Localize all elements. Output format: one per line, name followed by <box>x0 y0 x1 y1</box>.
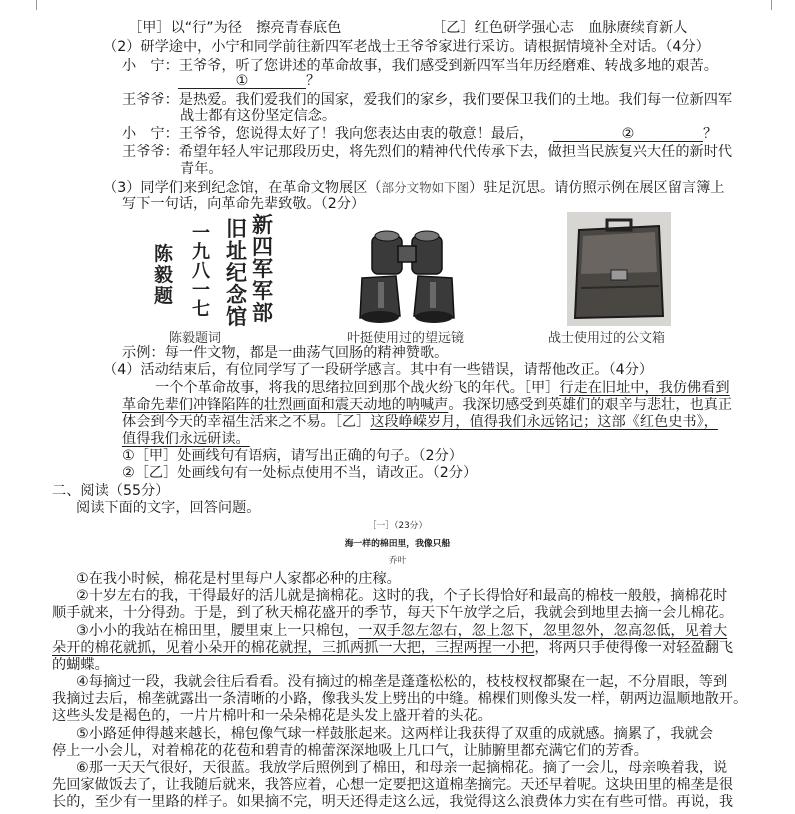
question-mark: ？ <box>306 73 321 89</box>
q4-underlined-yi: 这段峥嵘岁月，值得我们永远铭记；这部《红色史书》， <box>370 414 718 430</box>
para3-underlined-cont: 朵开的棉花就抓，见着小朵开的棉花就捏，三抓两抓一大把，三捏两捏一小把 <box>52 640 535 656</box>
answer-blank-2[interactable] <box>553 126 717 143</box>
q4-subquestion-2: ②［乙］处画线句有一处标点使用不当，请改正。（2分） <box>122 465 478 481</box>
topic-option-yi: ［乙］红色研学强心志 血脉赓续育新人 <box>432 20 688 36</box>
para3-text: ③小小的我站在棉田里，腰里束上一只棉包， <box>76 623 359 639</box>
q4-passage-line4 <box>122 431 250 448</box>
question-2-stem: （2）研学途中，小宁和同学前往新四军老战士王爷爷家进行采访。请根据情境补全对话。（4分） <box>103 39 710 55</box>
reading-para-2-line2: 顺手就来，十分得劲。于是，到了秋天棉花盛开的季节，每天下午放学之后，我就会到地里去摘一会儿棉花。 <box>52 605 734 621</box>
q4-text: 。我深切感受到英雄们的艰辛与悲壮，也真正 <box>448 397 733 413</box>
q4-passage-line1 <box>155 380 730 397</box>
calligraphy-column-1: 新 四 军 军 部 <box>252 212 273 325</box>
reading-para-3-line3: 的蝴蝶。 <box>52 657 109 673</box>
question-3-stem-line2: 写下一句话，向革命先辈致敬。（2分） <box>122 196 366 212</box>
answer-blank-1[interactable] <box>178 73 320 90</box>
q4-subquestion-1: ①［甲］处画线句有语病，请写出正确的句子。（2分） <box>122 448 463 464</box>
q4-underlined-yi-cont: 值得我们永远研读。 <box>122 431 250 447</box>
binoculars-image <box>352 218 462 326</box>
caption-document-case: 战士使用过的公文箱 <box>548 331 666 346</box>
reading-para-2-line1: ②十岁左右的我，干得最好的活儿就是摘棉花。这时的我，个子长得恰好和最高的棉枝一般般，摘棉花时 <box>76 588 728 604</box>
caption-calligraphy: 陈毅题词 <box>169 331 222 346</box>
reading-para-6-line3: 长的，至少有一里路的样子。如果摘不完，明天还得走这么远，我觉得这么浪费体力实在有些可惜。再说，我 <box>52 794 734 810</box>
reading-para-4-line1: ④每摘过一段，我就会往后看看。没有摘过的棉垄是蓬蓬松松的，枝枝杈杈都聚在一起，不分眉眼，等到 <box>76 674 728 690</box>
q3-stem-c: ）驻足沉思。请仿照示例在展区留言簿上 <box>469 180 725 196</box>
dialogue-wang-2: 王爷爷：希望年轻人牢记那段历史，将先烈们的精神代代传承下去，做担当民族复兴大任的新时代 <box>122 144 733 160</box>
q4-text: 一个个革命故事，将我的思绪拉回到那个战火纷飞的年代。［甲］ <box>155 380 560 396</box>
reading-author: 乔叶 <box>388 556 407 566</box>
q3-stem-figure-note: 部分文物如下图 <box>381 180 470 195</box>
q4-text: 体会到今天的幸福生活来之不易。［乙］ <box>122 414 371 430</box>
blank-1-label: ① <box>178 74 306 89</box>
q4-underlined-jia: 行走在旧址中，我仿佛看到 <box>559 380 730 396</box>
dialogue-xiaoning-2: 小 宁：王爷爷，您说得太好了！我向您表达由衷的敬意！最后， <box>122 126 534 142</box>
reading-para-5-line2: 停上一小会儿，对着棉花的花苞和碧青的棉蕾深深地吸上几口气，让肺腑里都充满它们的芳香。 <box>52 743 648 759</box>
reading-para-1: ①在我小时候，棉花是村里每户人家都必种的庄稼。 <box>76 571 401 587</box>
reading-title: 海一样的棉田里，我像只船 <box>344 539 451 549</box>
page-corner-mark <box>36 0 43 10</box>
section-2-intro: 阅读下面的文字，回答问题。 <box>76 500 261 516</box>
calligraphy-column-3: 一 九 八 一 七 <box>192 223 210 320</box>
reading-para-6-line2: 先回家做饭去了，让我随后就来，我答应着，心想一定要把这道棉垄摘完。天还早着呢。这块田里的棉垄是很 <box>52 777 734 793</box>
section-2-title: 二、阅读（55分） <box>52 483 170 499</box>
reading-para-6-line1: ⑥那一天天气很好，天很蓝。我放学后照例到了棉田，和母亲一起摘棉花。摘了一会儿，母亲唤着我，说 <box>76 760 728 776</box>
document-case-image <box>567 212 671 326</box>
q4-underlined-jia-cont: 革命先辈们冲锋陷阵的壮烈画面和震天动地的呐喊声 <box>122 397 449 413</box>
reading-para-4-line2: 我摘过去后，棉垄就露出一条清晰的小路，像我头发上劈出的中缝。棉棵们则像头发一样，朝两边温顺地散开。 <box>52 691 748 707</box>
chenyi-calligraphy-image <box>148 212 280 329</box>
q4-passage-line3 <box>122 414 718 431</box>
reading-para-4-line3: 这些头发是褐色的，一片片棉叶和一朵朵棉花是头发上盛开着的头花。 <box>52 708 492 724</box>
dialogue-wang-2-cont: 青年。 <box>180 161 223 177</box>
q3-stem-a: （3）同学们来到纪念馆，在革命文物展区（ <box>103 180 382 196</box>
dialogue-wang-1-cont: 战士都有这份坚定信念。 <box>180 108 337 124</box>
dialogue-wang-1: 王爷爷：是热爱。我们爱我们的国家，爱我们的家乡，我们要保卫我们的土地。我们每一位新四军 <box>122 92 733 108</box>
q4-passage-line2 <box>122 397 732 414</box>
reading-para-3-line1 <box>76 623 727 640</box>
caption-binoculars: 叶挺使用过的望远镜 <box>347 331 465 346</box>
calligraphy-column-4: 陈 毅 题 <box>154 243 174 307</box>
question-4-stem: （4）活动结束后，有位同学写了一段研学感言。其中有一些错误，请帮他改正。（4分） <box>103 362 654 378</box>
reading-part-label: ［一］（23分） <box>367 521 428 531</box>
question-mark: ？ <box>703 126 718 142</box>
question-3-stem-line1 <box>103 179 725 197</box>
para3-underlined: 一双手忽左忽右，忽上忽下，忽里忽外，忽高忽低，见着大 <box>358 623 728 639</box>
reading-para-3-line2 <box>52 640 733 657</box>
para3-text: ，将两只手使得像一对轻盈翻飞 <box>534 640 734 656</box>
blank-2-label: ② <box>553 127 703 142</box>
reading-para-5-line1: ⑤小路延伸得越来越长，棉包像气球一样鼓胀起来。这两样让我获得了双重的成就感。摘累了，我就会 <box>76 726 713 742</box>
q3-example: 示例：每一件文物，都是一曲荡气回肠的精神赞歌。 <box>122 345 449 361</box>
page-corner-mark <box>771 0 778 10</box>
calligraphy-column-2: 旧 址 纪 念 馆 <box>226 216 247 329</box>
dialogue-xiaoning-1: 小 宁：王爷爷，听了您讲述的革命故事，我们感受到新四军当年历经磨难、转战多地的艰苦。 <box>122 58 718 74</box>
topic-option-jia: ［甲］以“行”为径 擦亮青春底色 <box>128 20 342 36</box>
